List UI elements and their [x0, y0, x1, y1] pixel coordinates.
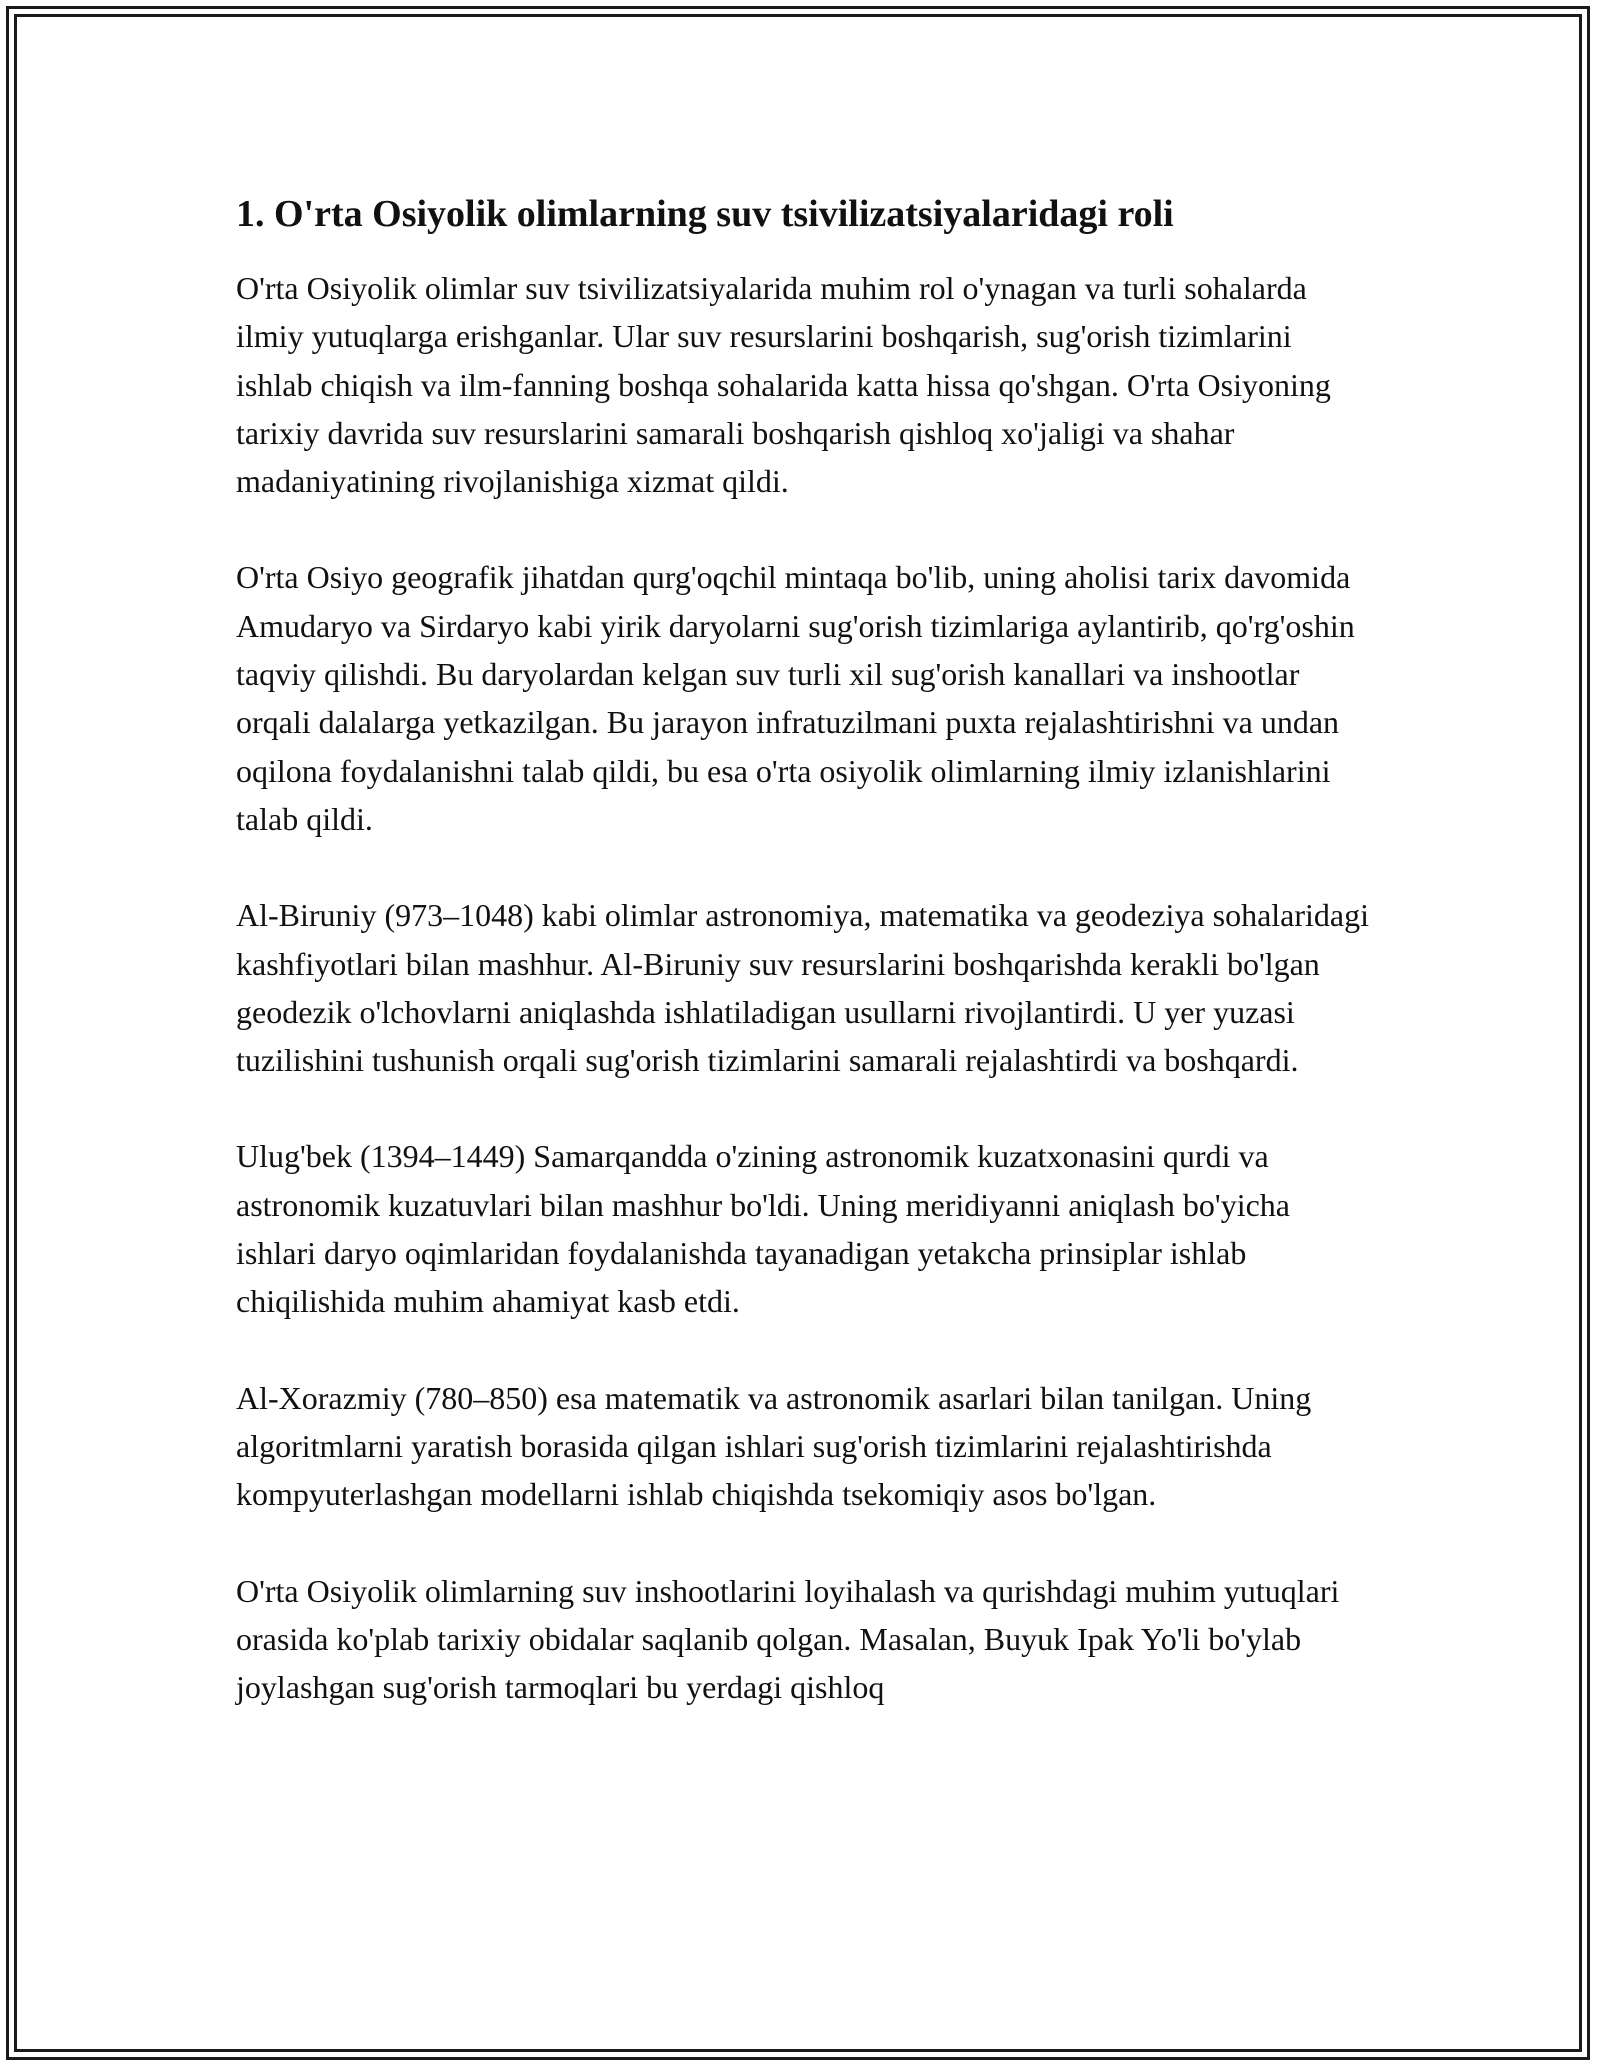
- document-body: [236, 186, 1376, 1711]
- paragraph-water-structures: O'rta Osiyolik olimlarning suv inshootlarini loyihalash va qurishdagi muhim yutuqlari orasida ko'plab tarixiy obidalar saqlanib qolgan. Masalan, Buyuk Ipak Yo'li bo'ylab joylashgan sug'orish tarmoqlari bu yerdagi qishloq: [236, 1572, 1340, 1706]
- paragraph-geography: O'rta Osiyo geografik jihatdan qurg'oqchil mintaqa bo'lib, uning aholisi tarix davomida Amudaryo va Sirdaryo kabi yirik daryolarni sug'orish tizimlariga aylantirib, qo'rg'oshin taqviy qilishdi. Bu daryolardan kelgan suv turli xil sug'orish kanallari va inshootlar orqali dalalarga yetkazilgan. Bu jarayon infratuzilmani puxta rejalashtirishni va undan oqilona foydalanishni talab qildi, bu esa o'rta osiyolik olimlarning ilmiy izlanishlarini talab qildi.: [236, 559, 1355, 837]
- section-heading: 1. O'rta Osiyolik olimlarning suv tsivilizatsiyalaridagi roli: [236, 193, 1174, 235]
- paragraph-ulugbek: Ulug'bek (1394–1449) Samarqandda o'zining astronomik kuzatxonasini qurdi va astronomik kuzatuvlari bilan mashhur bo'ldi. Uning meridiyanni aniqlash bo'yicha ishlari daryo oqimlaridan foydalanishda tayanadigan yetakcha prinsiplar ishlab chiqilishida muhim ahamiyat kasb etdi.: [236, 1138, 1290, 1320]
- paragraph-al-biruniy: Al-Biruniy (973–1048) kabi olimlar astronomiya, matematika va geodeziya sohalaridagi kashfiyotlari bilan mashhur. Al-Biruniy suv resurslarini boshqarishda kerakli bo'lgan geodezik o'lchovlarni aniqlashda ishlatiladigan usullarni rivojlantirdi. U yer yuzasi tuzilishini tushunish orqali sug'orish tizimlarini samarali rejalashtirdi va boshqardi.: [236, 897, 1370, 1079]
- paragraph-al-xorazmiy: Al-Xorazmiy (780–850) esa matematik va astronomik asarlari bilan tanilgan. Uning algoritmlarni yaratish borasida qilgan ishlari sug'orish tizimlarini rejalashtirishda kompyuterlashgan modellarni ishlab chiqishda tsekomiqiy asos bo'lgan.: [236, 1379, 1312, 1513]
- paragraph-intro: O'rta Osiyolik olimlar suv tsivilizatsiyalarida muhim rol o'ynagan va turli sohalarda ilmiy yutuqlarga erishganlar. Ular suv resurslarini boshqarish, sug'orish tizimlarini ishlab chiqish va ilm-fanning boshqa sohalarida katta hissa qo'shgan. O'rta Osiyoning tarixiy davrida suv resurslarini samarali boshqarish qishloq xo'jaligi va shahar madaniyatining rivojlanishiga xizmat qildi.: [236, 270, 1331, 500]
